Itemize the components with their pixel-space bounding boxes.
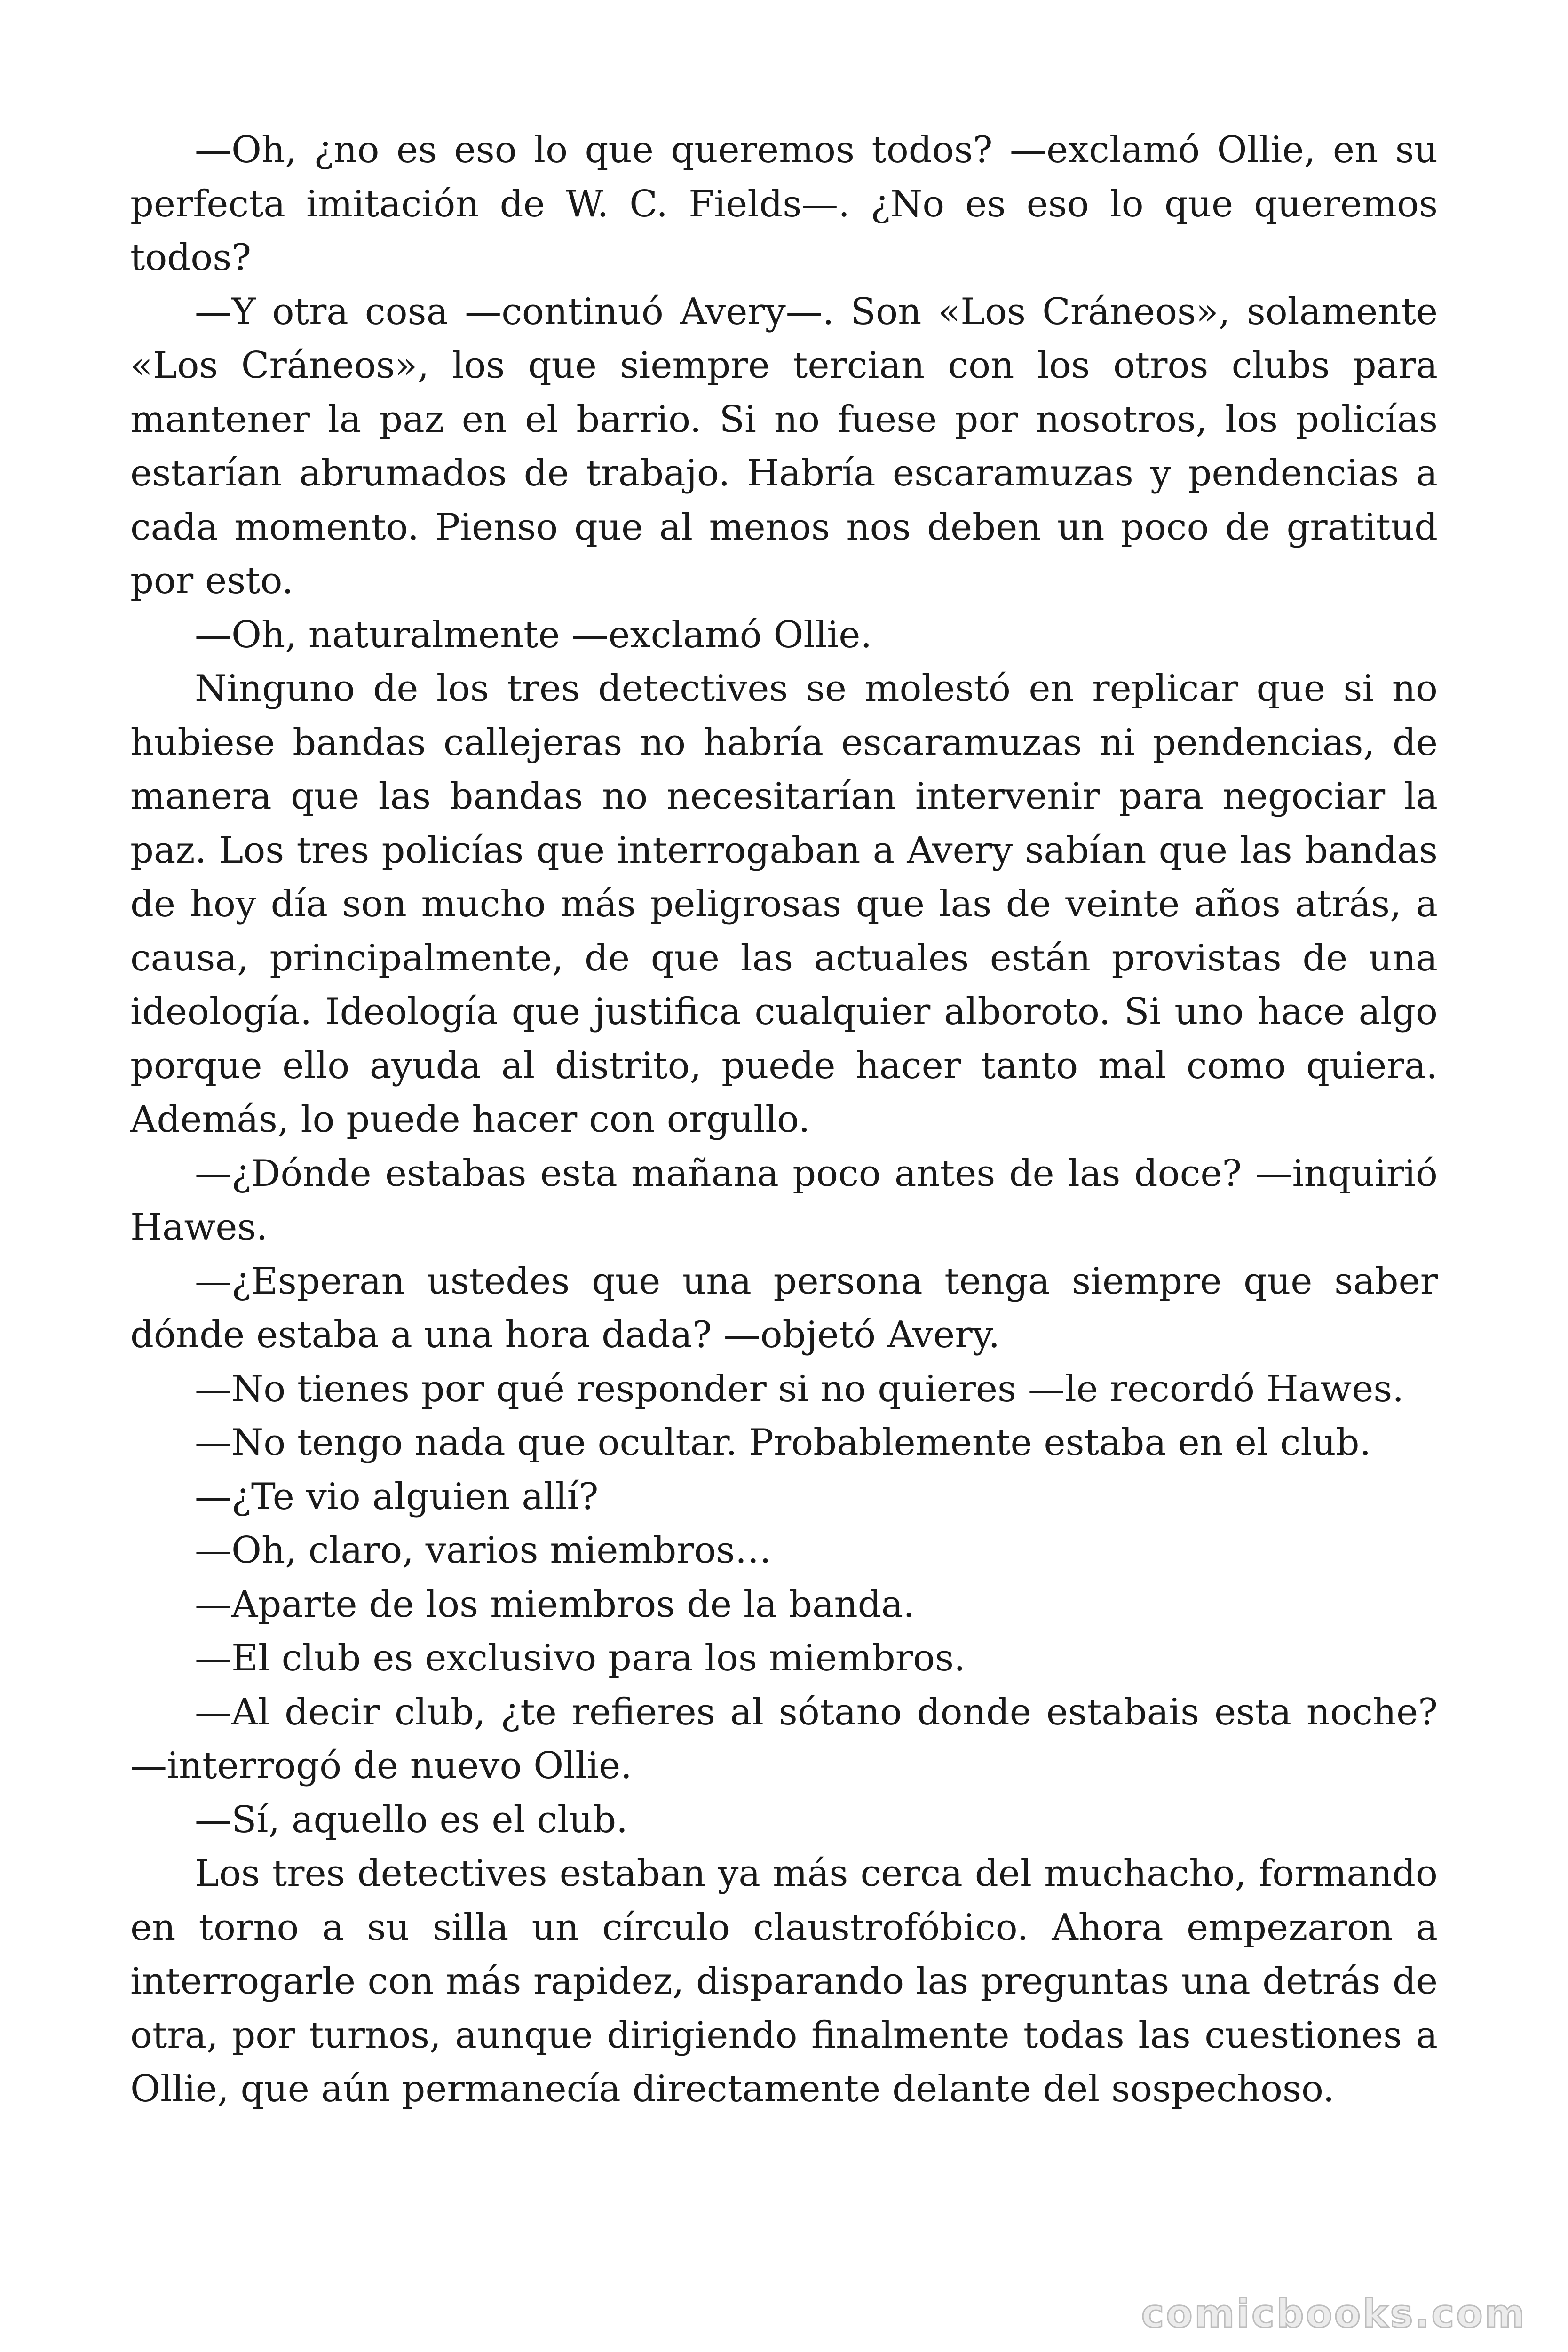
paragraph: Ninguno de los tres detectives se molestó en replicar que si no hubiese bandas callejeras no habría escaramuzas ni pendencias, de manera que las bandas no necesitarían intervenir para negociar la paz. Los tres policías que interrogaban a Avery sabían que las bandas de hoy día son mucho más peligrosas que las de veinte años atrás, a causa, principalmente, de que las actuales están provistas de una ideología. Ideología que justifica cualquier alboroto. Si uno hace algo porque ello ayuda al distrito, puede hacer tanto mal como quiera. Además, lo puede hacer con orgullo. [130,667,1438,1141]
body-text [130,123,1438,2116]
paragraph: —No tengo nada que ocultar. Probablemente estaba en el club. [195,1422,1371,1464]
paragraph: Los tres detectives estaban ya más cerca del muchacho, formando en torno a su silla un círculo claustrofóbico. Ahora empezaron a interrogarle con más rapidez, disparando las preguntas una detrás de otra, por turnos, aunque dirigiendo finalmente todas las cuestiones a Ollie, que aún permanecía directamente delante del sospechoso. [130,1852,1438,2110]
paragraph: —Sí, aquello es el club. [195,1798,628,1841]
paragraph: —Oh, naturalmente —exclamó Ollie. [195,613,872,656]
paragraph: —Y otra cosa —continuó Avery—. Son «Los Cráneos», solamente «Los Cráneos», los que siempre tercian con los otros clubs para mantener la paz en el barrio. Si no fuese por nosotros, los policías estarían abrumados de trabajo. Habría escaramuzas y pendencias a cada momento. Pienso que al menos nos deben un poco de gratitud por esto. [130,290,1438,602]
paragraph: —¿Te vio alguien allí? [195,1475,599,1518]
paragraph: —¿Esperan ustedes que una persona tenga siempre que saber dónde estaba a una hora dada? —objetó Avery. [130,1260,1438,1356]
paragraph: —Aparte de los miembros de la banda. [195,1583,915,1626]
paragraph: —Oh, ¿no es eso lo que queremos todos? —exclamó Ollie, en su perfecta imitación de W. C. Fields—. ¿No es eso lo que queremos todos? [130,129,1438,279]
watermark: comicbooks.com [1141,2292,1527,2336]
paragraph: —El club es exclusivo para los miembros. [195,1637,966,1679]
paragraph: —¿Dónde estabas esta mañana poco antes de las doce? —inquirió Hawes. [130,1152,1438,1248]
paragraph: —No tienes por qué responder si no quieres —le recordó Hawes. [195,1367,1404,1410]
paragraph: —Oh, claro, varios miembros… [195,1529,772,1572]
paragraph: —Al decir club, ¿te refieres al sótano donde estabais esta noche? —interrogó de nuevo Ollie. [130,1691,1438,1787]
